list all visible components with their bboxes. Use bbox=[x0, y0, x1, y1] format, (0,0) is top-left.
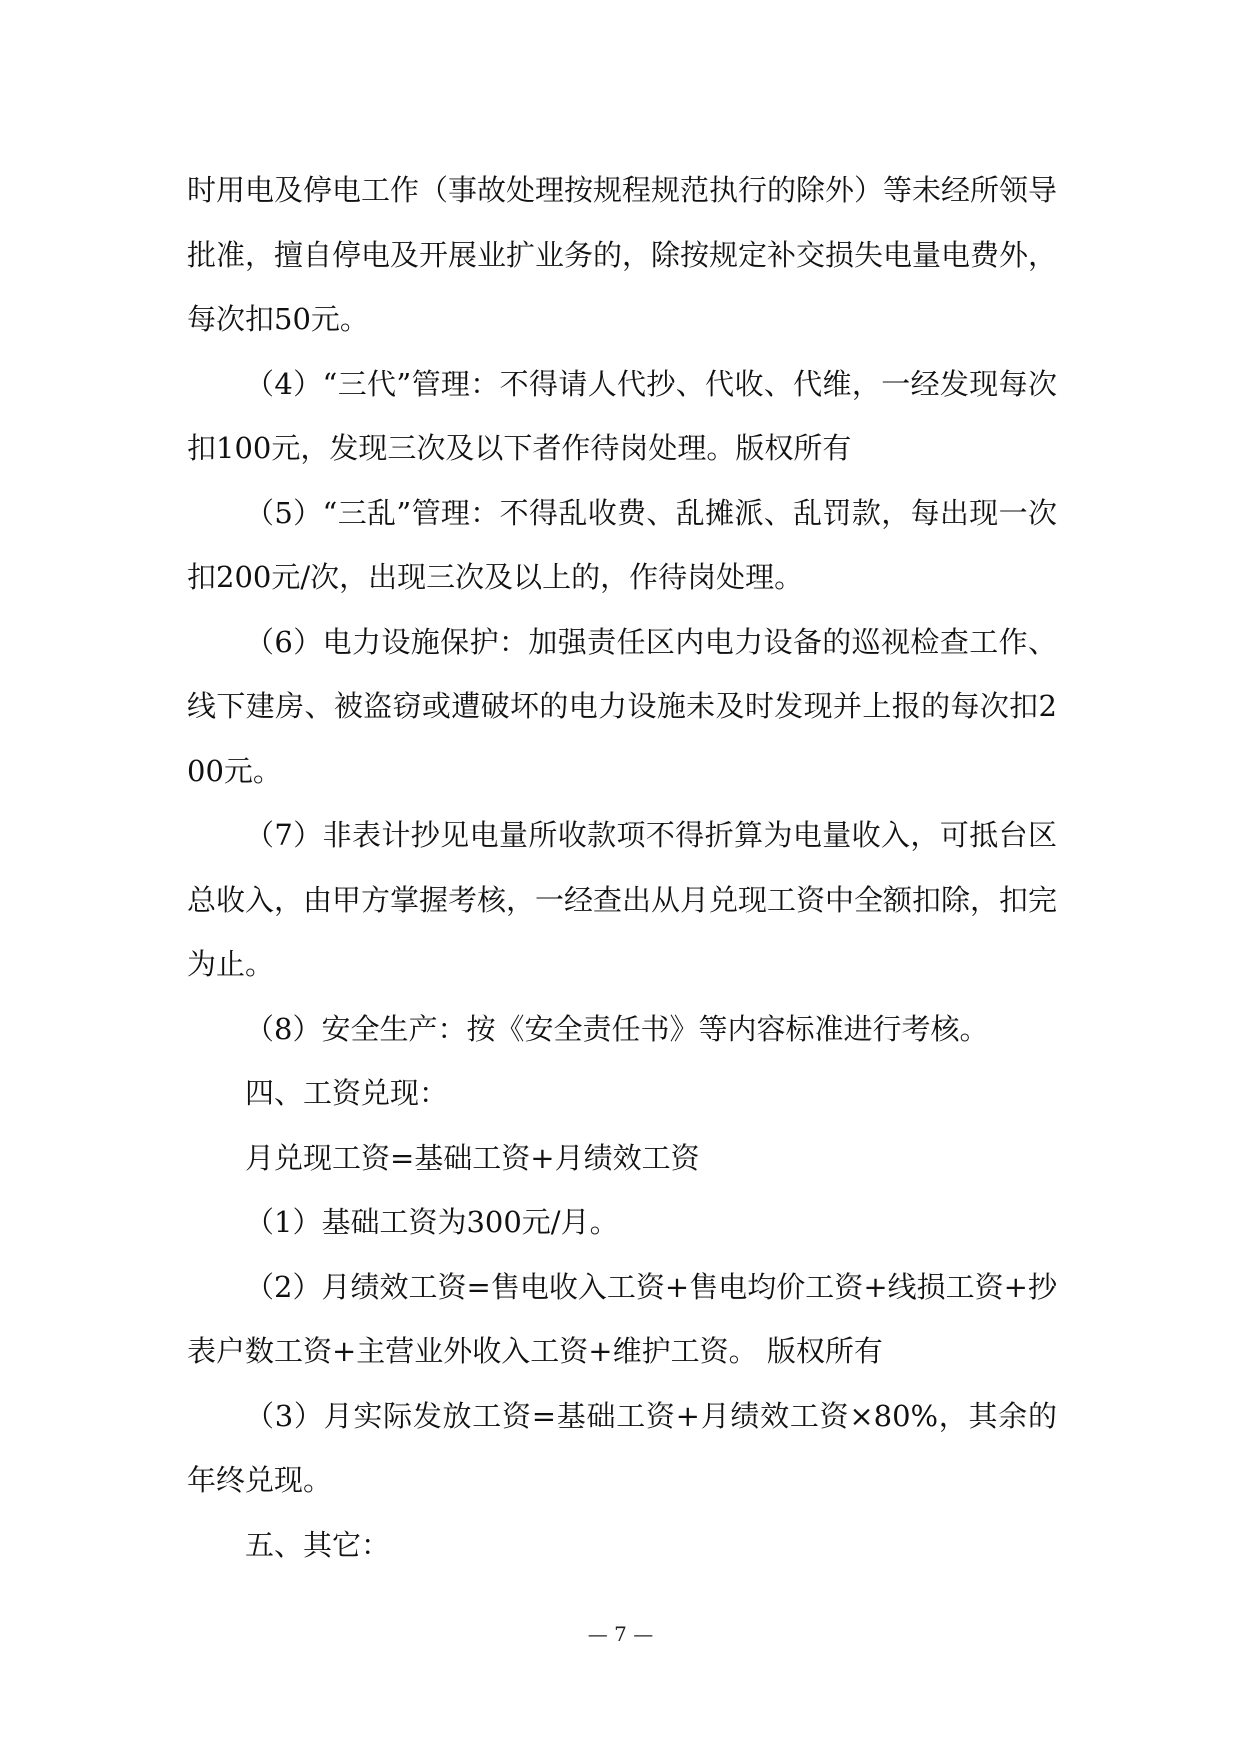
paragraph-wage-item-3: （3）月实际发放工资=基础工资+月绩效工资×80%，其余的年终兑现。 bbox=[187, 1398, 1057, 1497]
paragraph-item-7: （7）非表计抄见电量所收款项不得折算为电量收入，可抵台区总收入，由甲方掌握考核，一经查出从月兑现工资中全额扣除，扣完为止。 bbox=[187, 818, 1058, 981]
paragraph-item-6: （6）电力设施保护：加强责任区内电力设备的巡视检查工作、线下建房、被盗窃或遭破坏的电力设施未及时发现并上报的每次扣200元。 bbox=[187, 624, 1057, 788]
section-heading-other: 五、其它： bbox=[245, 1527, 391, 1562]
paragraph-continuation: 时用电及停电工作（事故处理按规程规范执行的除外）等未经所领导批准，擅自停电及开展业扩业务的，除按规定补交损失电量电费外，每次扣50元。 bbox=[187, 173, 1058, 336]
paragraph-item-5: （5）“三乱”管理：不得乱收费、乱摊派、乱罚款，每出现一次扣200元/次，出现三次及以上的，作待岗处理。 bbox=[187, 495, 1057, 594]
page-number: — 7 — bbox=[587, 1622, 654, 1646]
document-body bbox=[187, 158, 1057, 1577]
paragraph-wage-item-2: （2）月绩效工资=售电收入工资+售电均价工资+线损工资+抄表户数工资+主营业外收入工资+维护工资。 版权所有 bbox=[187, 1269, 1057, 1368]
paragraph-wage-formula: 月兑现工资=基础工资+月绩效工资 bbox=[245, 1140, 700, 1175]
paragraph-item-4: （4）“三代”管理：不得请人代抄、代收、代维，一经发现每次扣100元，发现三次及以下者作待岗处理。版权所有 bbox=[187, 366, 1057, 465]
section-heading-wages: 四、工资兑现： bbox=[245, 1076, 449, 1110]
paragraph-item-8: （8）安全生产：按《安全责任书》等内容标准进行考核。 bbox=[245, 1011, 989, 1046]
paragraph-wage-item-1: （1）基础工资为300元/月。 bbox=[245, 1205, 619, 1239]
